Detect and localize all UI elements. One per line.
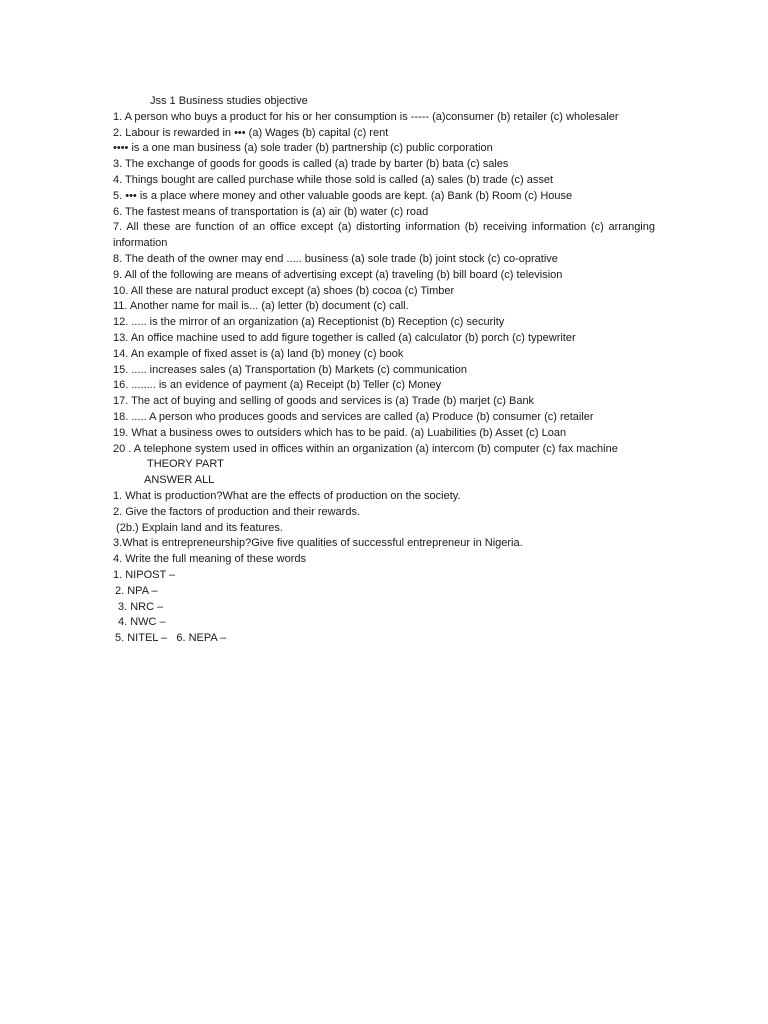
question-17: 17. The act of buying and selling of goods and services is (a) Trade (b) marjet (c) Bank [113,395,535,408]
question-2: 2. Labour is rewarded in ••• (a) Wages (b) capital (c) rent [113,126,389,139]
theory-question-3: 3.What is entrepreneurship?Give five qualities of successful entrepreneur in Nigeria. [113,537,523,550]
question-15: 15. ..... increases sales (a) Transportation (b) Markets (c) communication [113,363,467,376]
question-6: 6. The fastest means of transportation is (a) air (b) water (c) road [113,205,429,218]
question-20: 20 . A telephone system used in offices within an organization (a) intercom (b) computer (c) fax machine [113,442,618,455]
theory-question-2b: (2b.) Explain land and its features. [113,521,283,534]
theory-heading: THEORY PART [147,458,224,471]
abbreviation-list [113,568,655,647]
question-11: 11. Another name for mail is... (a) letter (b) document (c) call. [113,300,409,313]
question-1: 1. A person who buys a product for his or her consumption is ----- (a)consumer (b) retailer (c) wholesaler [113,110,619,123]
abbreviation-item: 4. NWC – [118,616,166,629]
question-10: 10. All these are natural product except (a) shoes (b) cocoa (c) Timber [113,284,455,297]
objective-questions [113,110,655,458]
question-unnumbered: •••• is a one man business (a) sole trader (b) partnership (c) public corporation [113,142,493,155]
answer-all-heading: ANSWER ALL [144,474,215,487]
question-18: 18. ..... A person who produces goods and services are called (a) Produce (b) consumer (c) retailer [113,410,594,423]
question-3: 3. The exchange of goods for goods is called (a) trade by barter (b) bata (c) sales [113,158,509,171]
question-16: 16. ........ is an evidence of payment (a) Receipt (b) Teller (c) Money [113,379,442,392]
question-12: 12. ..... is the mirror of an organization (a) Receptionist (b) Reception (c) security [113,316,505,329]
question-4: 4. Things bought are called purchase while those sold is called (a) sales (b) trade (c) asset [113,173,554,186]
abbreviation-item: 3. NRC – [118,600,164,613]
theory-question-4: 4. Write the full meaning of these words [113,553,307,566]
abbreviation-item: 2. NPA – [115,584,158,597]
theory-question-1: 1. What is production?What are the effects of production on the society. [113,489,461,502]
question-7: 7. All these are function of an office except (a) distorting information (b) receiving information (c) arranging information [113,221,655,250]
question-5: 5. ••• is a place where money and other valuable goods are kept. (a) Bank (b) Room (c) House [113,189,573,202]
question-13: 13. An office machine used to add figure together is called (a) calculator (b) porch (c) typewriter [113,331,576,344]
theory-question-2: 2. Give the factors of production and their rewards. [113,505,361,518]
question-9: 9. All of the following are means of advertising except (a) traveling (b) bill board (c) television [113,268,563,281]
question-14: 14. An example of fixed asset is (a) land (b) money (c) book [113,347,404,360]
abbreviation-item: 5. NITEL – 6. NEPA – [115,632,227,645]
document-page [113,94,655,647]
document-title: Jss 1 Business studies objective [150,95,308,107]
theory-questions [113,489,655,568]
abbreviation-item: 1. NIPOST – [113,568,176,581]
question-19: 19. What a business owes to outsiders which has to be paid. (a) Luabilities (b) Asset (c) Loan [113,426,567,439]
question-8: 8. The death of the owner may end ..... business (a) sole trade (b) joint stock (c) co-oprative [113,252,558,265]
